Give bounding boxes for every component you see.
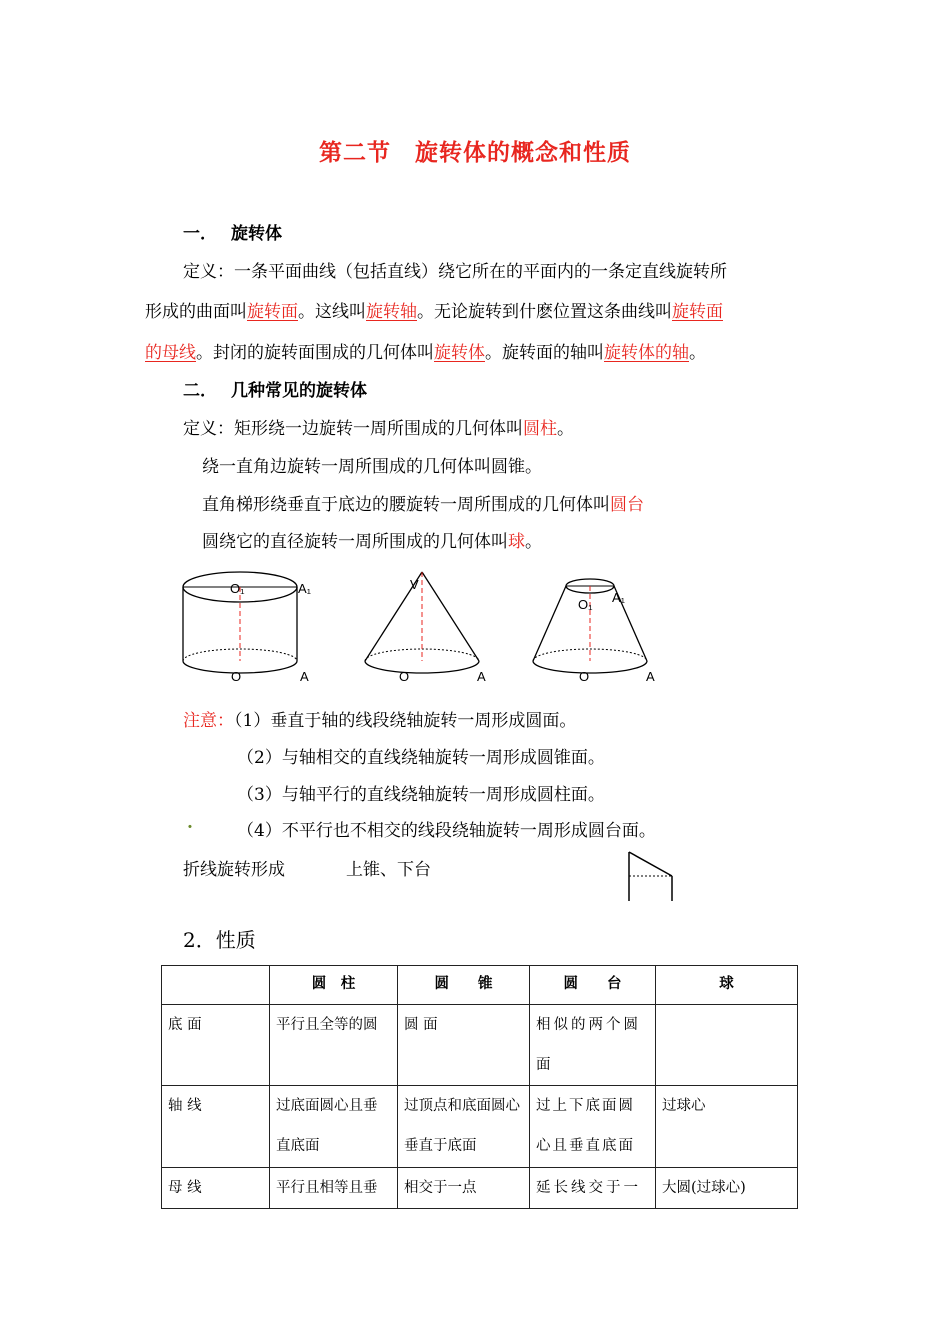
table-header-cell [162, 966, 270, 1005]
table-cell [270, 1005, 398, 1086]
section-1-heading [183, 219, 282, 244]
text-segment: 。 [557, 419, 574, 439]
term-generatrix-part-1: 旋转面 [672, 302, 723, 322]
label-cone-a: A [477, 669, 486, 684]
table-cell [398, 1086, 530, 1168]
term-cylinder: 圆柱 [523, 419, 557, 439]
cell-text: 圆 面 [404, 1017, 438, 1033]
cell-text: 过底面圆心且垂直底面 [276, 1098, 378, 1154]
sphere-definition [202, 527, 542, 552]
label-cone-o: O [399, 669, 410, 684]
section-1-title: 旋转体 [231, 224, 282, 244]
section-2-heading [183, 376, 367, 401]
term-frustum: 圆台 [610, 495, 644, 515]
term-rotation-surface: 旋转面 [247, 302, 298, 322]
label-frustum-o1: O₁ [578, 597, 593, 612]
text-segment: 定义：矩形绕一边旋转一周所围成的几何体叫 [183, 419, 523, 439]
note-label: 注意： [183, 711, 234, 731]
cell-text: 平行且相等且垂 [276, 1180, 378, 1196]
table-cell [398, 1005, 530, 1086]
label-cone-v: V [410, 577, 419, 592]
term-sphere: 球 [508, 532, 525, 552]
text-segment: 直角梯形绕垂直于底边的腰旋转一周所围成的几何体叫 [202, 495, 610, 515]
table-cell [270, 1086, 398, 1168]
definition-line-2 [145, 297, 723, 322]
table-cell [656, 1168, 798, 1209]
definition-line-3 [145, 338, 706, 363]
cone-definition: 绕一直角边旋转一周所围成的几何体叫圆锥。 [202, 457, 542, 477]
cell-text: 过球心 [662, 1098, 706, 1114]
table-header-cell: 圆 柱 [270, 966, 398, 1005]
cell-text: 相似的两个圆面 [536, 1017, 641, 1073]
table-cell [398, 1168, 530, 1209]
cone-figure [360, 560, 490, 685]
bullet-marker: . [187, 813, 193, 833]
table-cell [270, 1168, 398, 1209]
text-segment: 。 [525, 532, 542, 552]
properties-table [161, 965, 798, 1209]
cell-text: 大圆(过球心) [662, 1180, 746, 1196]
label-cylinder-o1: O₁ [230, 581, 245, 596]
cell-text: 轴 线 [168, 1098, 202, 1114]
note-1 [183, 706, 576, 731]
table-cell [162, 1168, 270, 1209]
table-cell [656, 1086, 798, 1168]
cell-text: 平行且全等的圆 [276, 1017, 378, 1033]
label-frustum-a1: A₁ [612, 590, 626, 605]
cell-text: 过顶点和底面圆心垂直于底面 [404, 1098, 520, 1154]
section-1-number: 一． [183, 224, 217, 244]
note-4: （4）不平行也不相交的线段绕轴旋转一周形成圆台面。 [237, 821, 656, 841]
text-segment: 。封闭的旋转面围成的几何体叫 [196, 343, 434, 363]
section-2-title: 几种常见的旋转体 [231, 381, 367, 401]
text-segment: 。无论旋转到什麽位置这条曲线叫 [417, 302, 672, 322]
cell-text: 相交于一点 [404, 1180, 477, 1196]
cylinder-figure [180, 560, 310, 685]
note-3: （3）与轴平行的直线绕轴旋转一周形成圆柱面。 [237, 785, 605, 805]
definition-line-1: 定义：一条平面曲线（包括直线）绕它所在的平面内的一条定直线旋转所 [183, 262, 727, 282]
polyline-rotation-result: 上锥、下台 [346, 860, 431, 880]
table-cell [530, 1005, 656, 1086]
label-frustum-o: O [579, 669, 590, 684]
text-segment: 。 [689, 343, 706, 363]
frustum-figure [528, 565, 658, 690]
text-segment: 圆绕它的直径旋转一周所围成的几何体叫 [202, 532, 508, 552]
table-header-cell: 圆 台 [530, 966, 656, 1005]
cell-text: 母 线 [168, 1180, 202, 1196]
table-header-cell: 球 [656, 966, 798, 1005]
properties-heading: 2．性质 [183, 928, 256, 952]
table-row [162, 1086, 798, 1168]
term-solid-axis: 旋转体的轴 [604, 343, 689, 363]
term-rotation-axis: 旋转轴 [366, 302, 417, 322]
text-segment: 。旋转面的轴叫 [485, 343, 604, 363]
table-header-cell: 圆 锥 [398, 966, 530, 1005]
label-frustum-a: A [646, 669, 655, 684]
table-cell [530, 1168, 656, 1209]
page-title: 第二节 旋转体的概念和性质 [319, 139, 631, 166]
table-header-row [162, 966, 798, 1005]
polyline-figure [624, 850, 679, 905]
cell-text: 延长线交于一 [536, 1180, 641, 1196]
term-generatrix-part-2: 的母线 [145, 343, 196, 363]
table-cell [162, 1086, 270, 1168]
label-cylinder-o: O [231, 669, 242, 684]
cylinder-definition [183, 414, 574, 439]
polyline-rotation-label: 折线旋转形成 [183, 860, 285, 880]
label-cylinder-a1: A₁ [298, 581, 312, 596]
table-cell [656, 1005, 798, 1086]
note-2: （2）与轴相交的直线绕轴旋转一周形成圆锥面。 [237, 748, 605, 768]
cell-text: 过上下底面圆心且垂直底面 [536, 1098, 635, 1154]
table-cell [162, 1005, 270, 1086]
table-row [162, 1168, 798, 1209]
text-segment: 形成的曲面叫 [145, 302, 247, 322]
table-cell [530, 1086, 656, 1168]
table-row [162, 1005, 798, 1086]
frustum-definition [202, 490, 644, 515]
label-cylinder-a: A [300, 669, 309, 684]
note-text: （1）垂直于轴的线段绕轴旋转一周形成圆面。 [234, 711, 577, 731]
text-segment: 。这线叫 [298, 302, 366, 322]
section-2-number: 二． [183, 381, 217, 401]
cell-text: 底 面 [168, 1017, 202, 1033]
term-solid-of-revolution: 旋转体 [434, 343, 485, 363]
